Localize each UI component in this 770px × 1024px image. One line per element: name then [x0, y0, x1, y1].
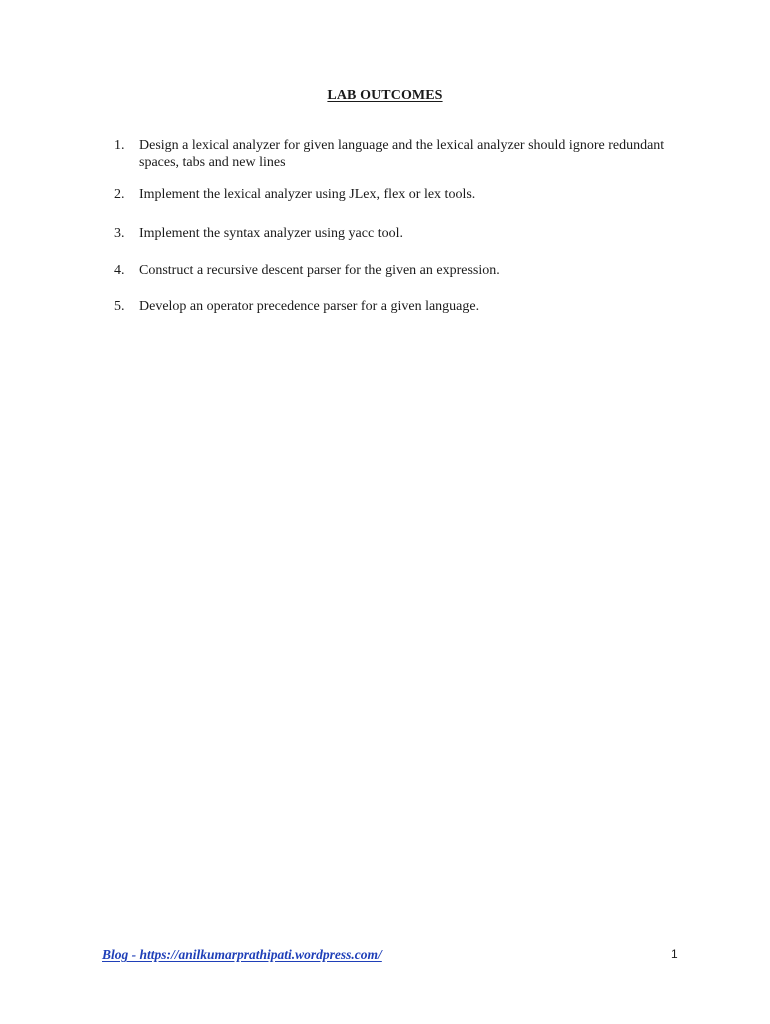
outcomes-list — [114, 137, 674, 315]
list-item-number: 5. — [114, 299, 125, 314]
list-item-text: Design a lexical analyzer for given language and the lexical analyzer should ignore redundant spaces, tabs and new lines — [139, 138, 665, 170]
list-item-number: 3. — [114, 226, 125, 241]
list-item-text: Develop an operator precedence parser for a given language. — [139, 299, 480, 314]
list-item-number: 2. — [114, 187, 125, 202]
list-item — [114, 225, 674, 242]
page-number: 1 — [671, 947, 678, 961]
list-item-text: Construct a recursive descent parser for the given an expression. — [139, 263, 500, 278]
list-item — [114, 262, 674, 279]
list-item-text: Implement the syntax analyzer using yacc tool. — [139, 226, 403, 241]
list-item — [114, 186, 674, 203]
list-item — [114, 137, 674, 171]
list-item-text: Implement the lexical analyzer using JLex, flex or lex tools. — [139, 187, 476, 202]
list-item-number: 4. — [114, 263, 125, 278]
page-title: LAB OUTCOMES — [327, 88, 443, 103]
blog-link[interactable]: Blog - https://anilkumarprathipati.wordpress.com/ — [102, 947, 382, 962]
list-item — [114, 298, 674, 315]
list-item-number: 1. — [114, 138, 125, 153]
